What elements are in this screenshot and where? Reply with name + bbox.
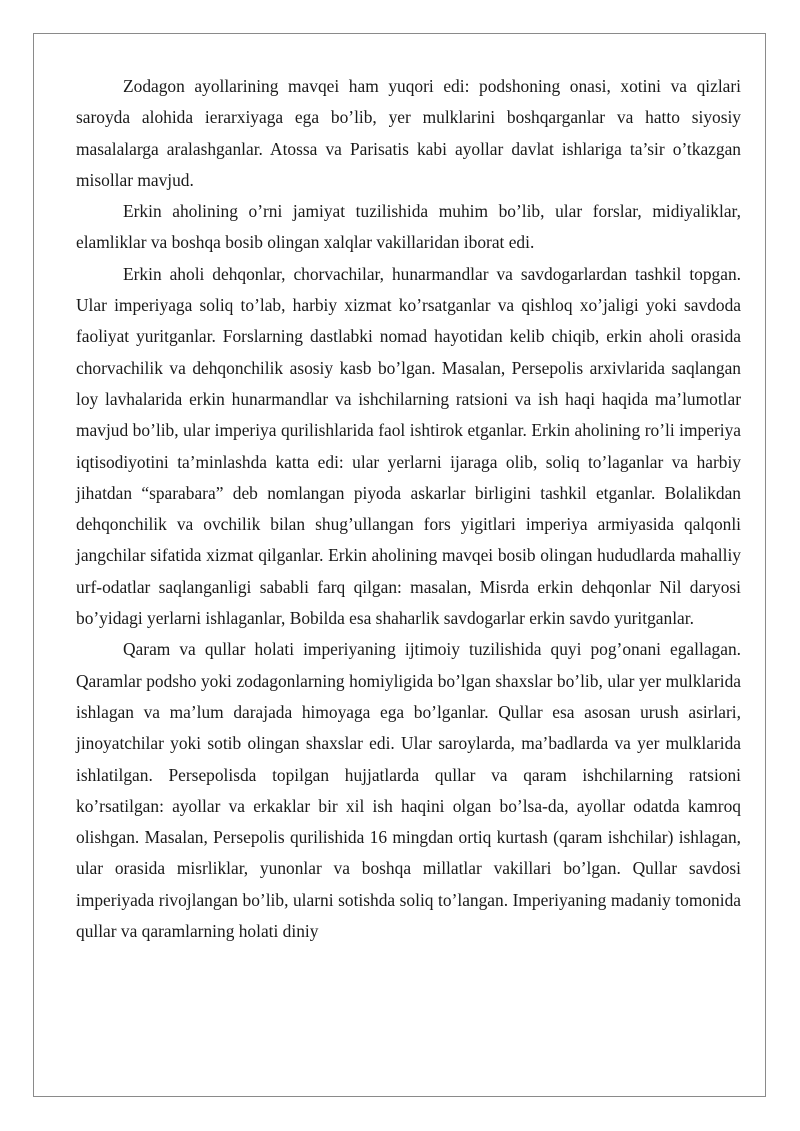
paragraph-free-population-occupations: Erkin aholi dehqonlar, chorvachilar, hunarmandlar va savdogarlardan tashkil topgan. Ular imperiyaga soliq to’lab, harbiy xizmat ko’rsatganlar va qishloq xo’jaligi yoki savdoda faoliyat yuritganlar. Forslarning dastlabki nomad hayotidan kelib chiqib, erkin aholi orasida chorvachilik va dehqonchilik asosiy kasb bo’lgan. Masalan, Persepolis arxivlarida saqlangan loy lavhalarida erkin hunarmandlar va ishchilarning ratsioni va ish haqi haqida ma’lumotlar mavjud bo’lib, ular imperiya qurilishlarida faol ishtirok etganlar. Erkin aholining ro’li imperiya iqtisodiyotini ta’minlashda katta edi: ular yerlarni ijaraga olib, soliq to’laganlar va harbiy jihatdan “sparabara” deb nomlangan piyoda askarlar birligini tashkil etganlar. Bolalikdan dehqonchilik va ovchilik bilan shug’ullangan fors yigitlari imperiya armiyasida qalqonli jangchilar sifatida xizmat qilganlar. Erkin aholining mavqei bosib olingan hududlarda mahalliy urf-odatlar saqlanganligi sababli farq qilgan: masalan, Misrda erkin dehqonlar Nil daryosi bo’yidagi yerlarni ishlaganlar, Bobilda esa shaharlik savdogarlar erkin savdo yuritganlar. [76,263,741,629]
paragraph-noble-women: Zodagon ayollarining mavqei ham yuqori edi: podshoning onasi, xotini va qizlari saroyda alohida ierarxiyaga ega bo’lib, yer mulklarini boshqarganlar va hatto siyosiy masalalarga aralashganlar. Atossa va Parisatis kabi ayollar davlat ishlariga ta’sir o’tkazgan misollar mavjud. [76,76,741,190]
document-body [76,71,741,947]
paragraph-dependents-and-slaves: Qaram va qullar holati imperiyaning ijtimoiy tuzilishida quyi pog’onani egallagan. Qaramlar podsho yoki zodagonlarning homiyligida bo’lgan shaxslar bo’lib, ular yer mulklarida ishlagan va ma’lum darajada himoyaga ega bo’lganlar. Qullar esa asosan urush asirlari, jinoyatchilar yoki sotib olingan shaxslar edi. Ular saroylarda, ma’badlarda va yer mulklarida ishlatilgan. Persepolisda topilgan hujjatlarda qullar va qaram ishchilarning ratsioni ko’rsatilgan: ayollar va erkaklar bir xil ish haqini olgan bo’lsa-da, ayollar odatda kamroq olishgan. Masalan, Persepolis qurilishida 16 mingdan ortiq kurtash (qaram ishchilar) ishlagan, ular orasida misrliklar, yunonlar va boshqa millatlar vakillari bo’lgan. Qullar savdosi imperiyada rivojlangan bo’lib, ularni sotishda soliq to’langan. Imperiyaning madaniy tomonida qullar va qaramlarning holati diniy [76,639,741,942]
paragraph-free-population-role: Erkin aholining o’rni jamiyat tuzilishida muhim bo’lib, ular forslar, midiyaliklar, elamliklar va boshqa bosib olingan xalqlar vakillaridan iborat edi. [76,201,741,253]
